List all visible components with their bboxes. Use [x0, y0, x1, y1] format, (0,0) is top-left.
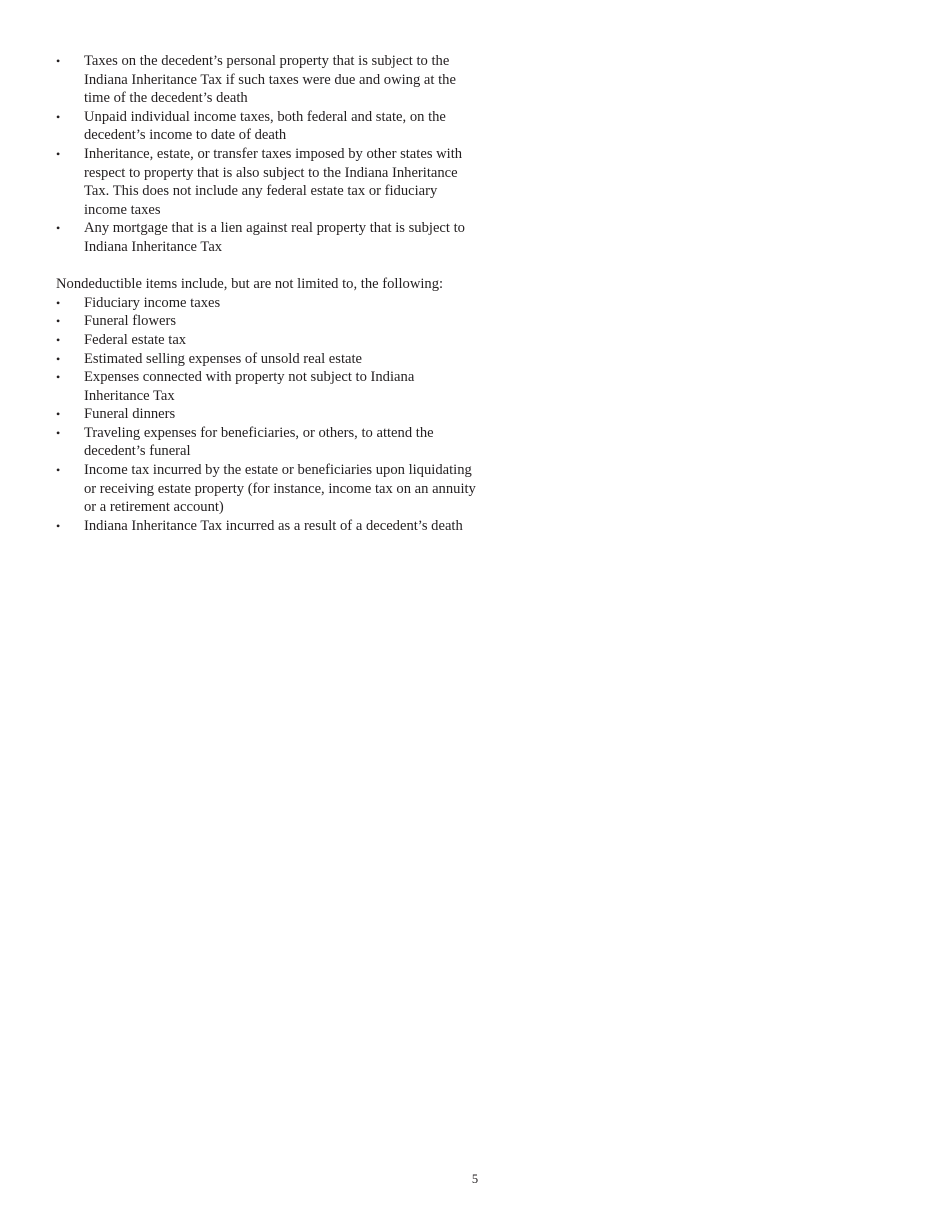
list-item-text: Unpaid individual income taxes, both federal and state, on the decedent’s income to date of death: [84, 108, 446, 144]
list-item: [56, 312, 476, 331]
list-item: [56, 424, 476, 461]
list-item-text: Expenses connected with property not subject to Indiana Inheritance Tax: [84, 369, 415, 404]
list-item-text: Inheritance, estate, or transfer taxes imposed by other states with respect to property that is also subject to the Indiana Inheritance Tax. This does not include any federal estate tax or fiduciary income taxes: [84, 145, 463, 218]
list-item: [56, 368, 476, 405]
bullet-icon: •: [56, 314, 61, 329]
list-item-text: Any mortgage that is a lien against real property that is subject to Indiana Inheritance Tax: [84, 220, 465, 255]
list-item: [56, 52, 476, 108]
list-item-text: Funeral flowers: [84, 313, 176, 330]
document-column: [56, 52, 476, 535]
deductible-items-list: [56, 52, 476, 257]
list-item: [56, 331, 476, 350]
list-item-text: Estimated selling expenses of unsold real estate: [84, 350, 363, 367]
bullet-icon: •: [56, 518, 61, 533]
list-item: [56, 517, 476, 536]
nondeductible-items-list: [56, 294, 476, 536]
nondeductible-intro: Nondeductible items include, but are not limited to, the following:: [56, 276, 444, 293]
bullet-icon: •: [56, 295, 61, 310]
list-item-text: Traveling expenses for beneficiaries, or others, to attend the decedent’s funeral: [84, 424, 434, 460]
list-item: [56, 405, 476, 424]
bullet-icon: •: [56, 351, 61, 366]
list-item: [56, 461, 476, 517]
list-item: [56, 219, 476, 256]
bullet-icon: •: [56, 425, 61, 440]
list-item: [56, 108, 476, 145]
bullet-icon: •: [56, 146, 61, 161]
bullet-icon: •: [56, 332, 61, 347]
bullet-icon: •: [56, 221, 61, 236]
list-item-text: Funeral dinners: [84, 406, 176, 423]
bullet-icon: •: [56, 463, 61, 478]
list-item-text: Income tax incurred by the estate or beneficiaries upon liquidating or receiving estate property (for instance, income tax on an annuity or a retirement account): [84, 462, 476, 516]
list-item-text: Taxes on the decedent’s personal property that is subject to the Indiana Inheritance Tax if such taxes were due and owing at the time of the decedent’s death: [84, 53, 456, 107]
list-item-text: Fiduciary income taxes: [84, 294, 221, 311]
list-item: [56, 294, 476, 313]
page-number: 5: [471, 1172, 479, 1186]
list-item: [56, 350, 476, 369]
bullet-icon: •: [56, 109, 61, 124]
bullet-icon: •: [56, 407, 61, 422]
list-item-text: Indiana Inheritance Tax incurred as a result of a decedent’s death: [84, 517, 463, 534]
list-item: [56, 145, 476, 219]
bullet-icon: •: [56, 54, 61, 68]
list-item-text: Federal estate tax: [84, 331, 187, 348]
bullet-icon: •: [56, 370, 61, 385]
